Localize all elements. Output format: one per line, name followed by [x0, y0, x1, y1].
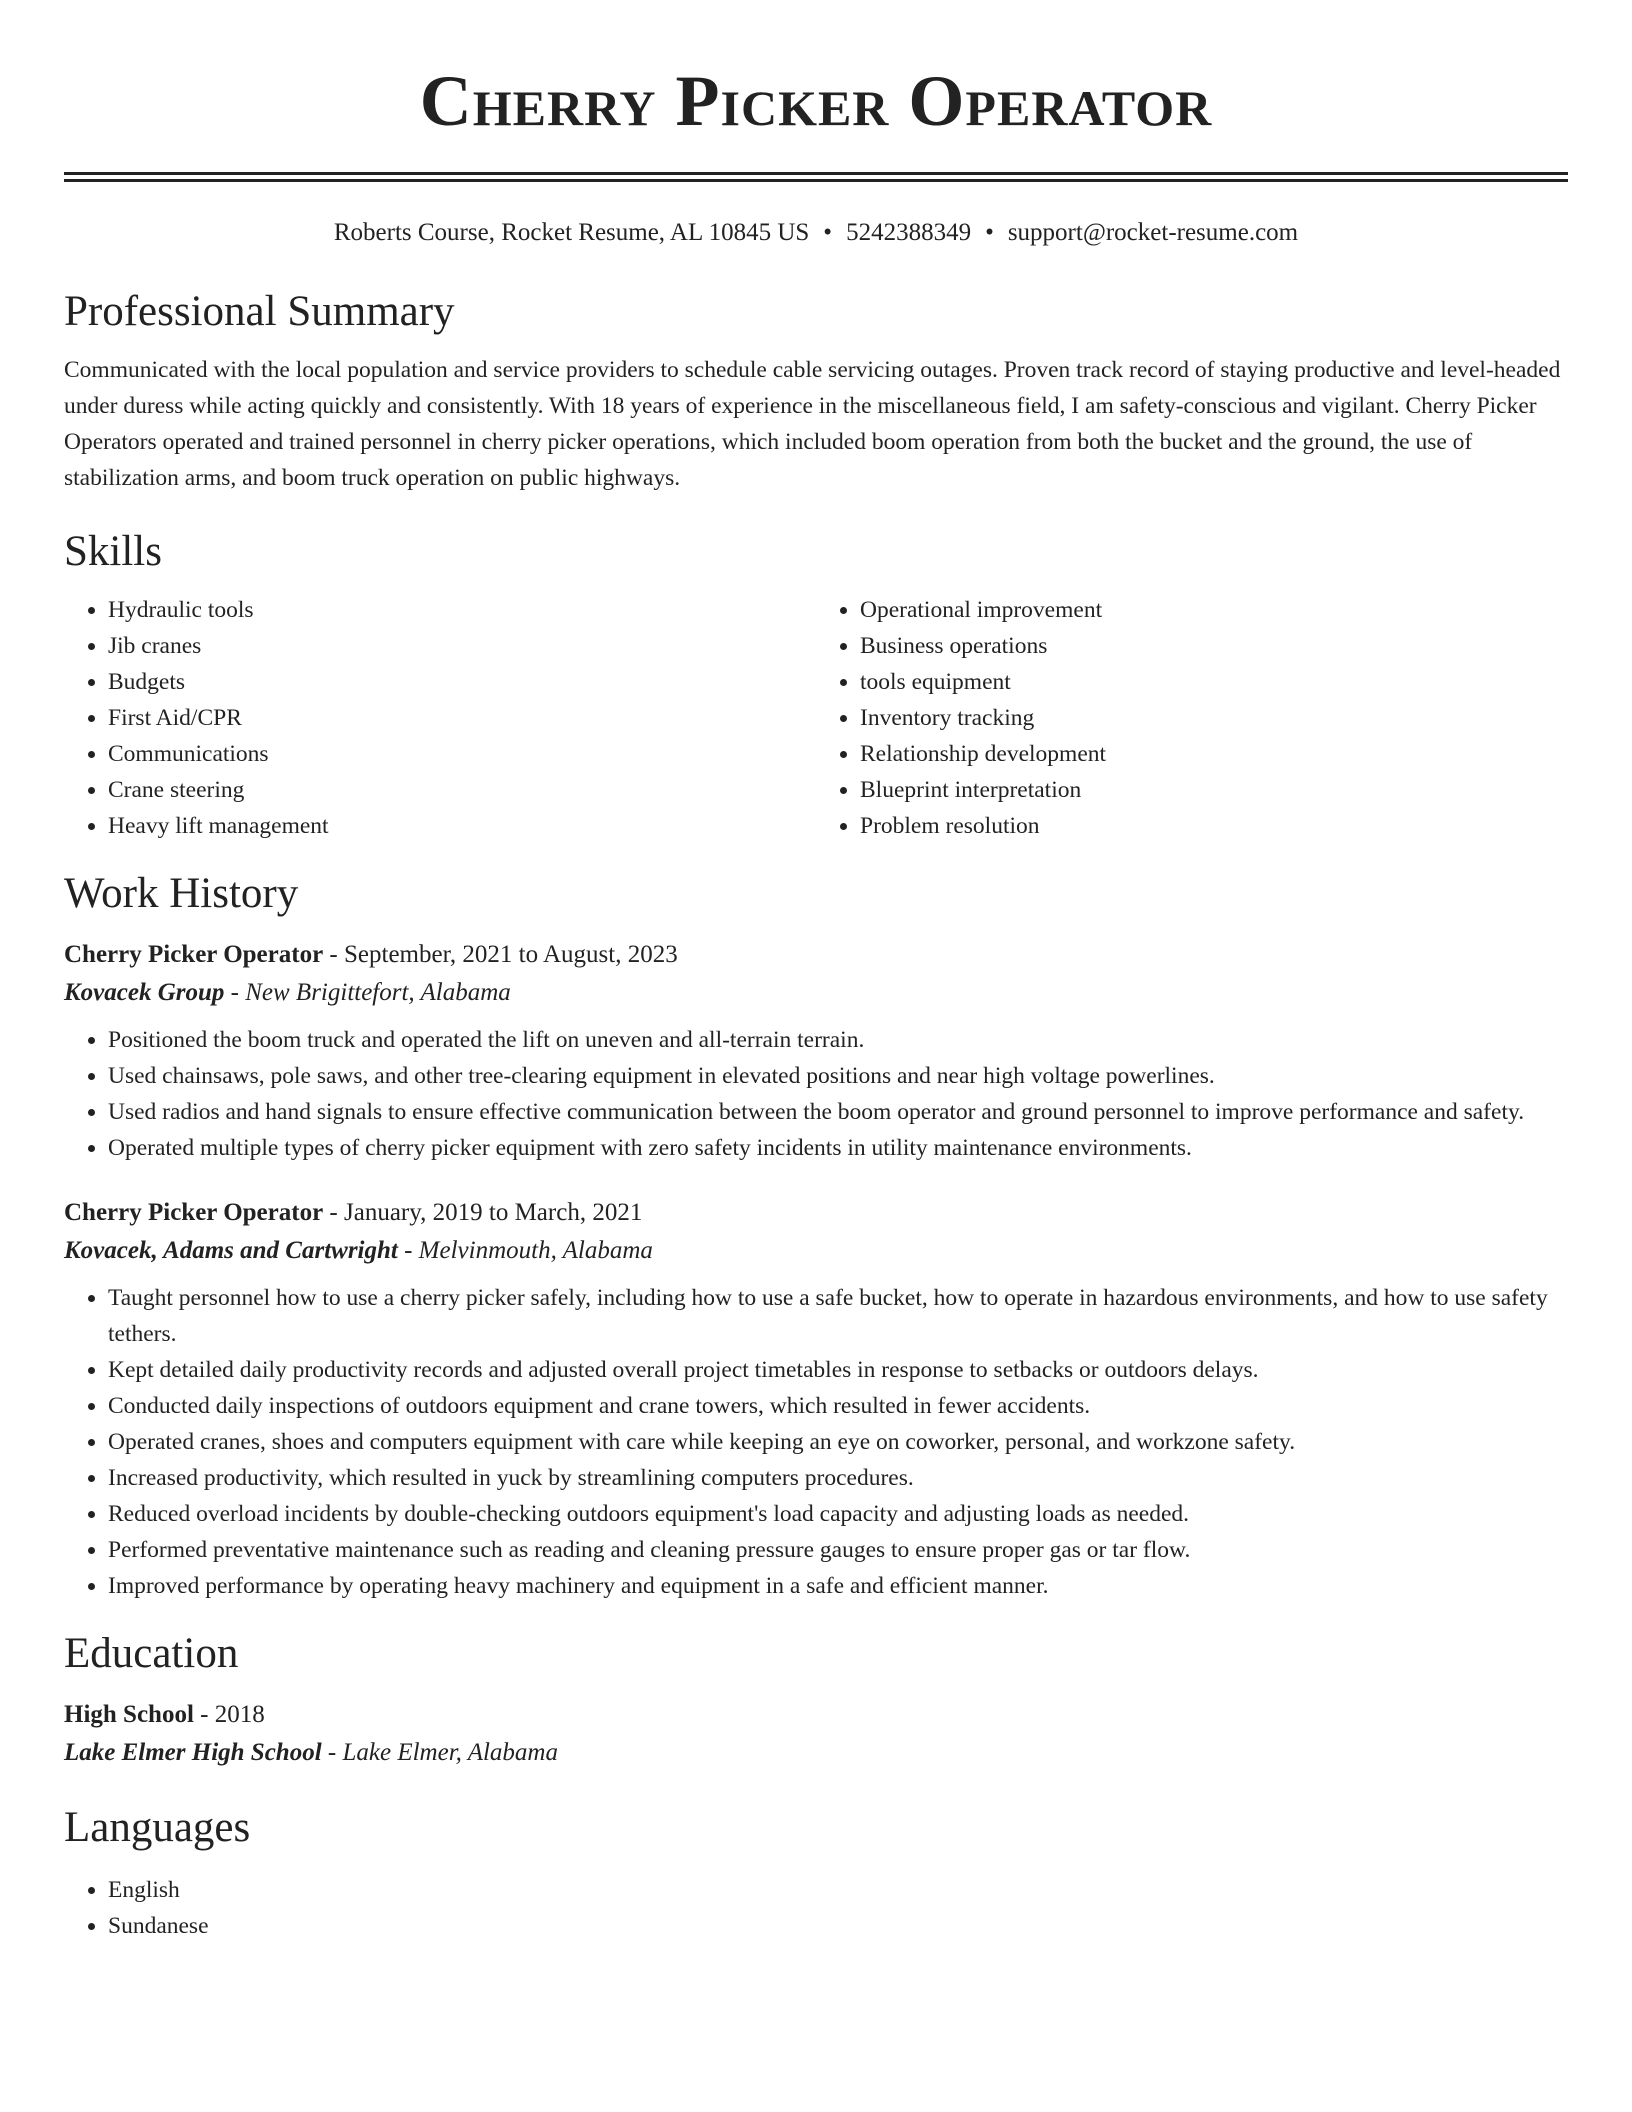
skill-item: • Blueprint interpretation: [860, 772, 1568, 808]
education-year: 2018: [214, 1701, 265, 1728]
skill-item: • Jib cranes: [108, 628, 816, 664]
education-heading: Education: [64, 1630, 239, 1677]
job-bullet: • Performed preventative maintenance such as reading and cleaning pressure gauges to ensure proper gas or tar flow.: [108, 1532, 1568, 1568]
skill-item: • Business operations: [860, 628, 1568, 664]
education-school-line: Lake Elmer High School - Lake Elmer, Alabama: [64, 1739, 558, 1766]
job-bullet: • Taught personnel how to use a cherry picker safely, including how to use a safe bucket, how to operate in hazardous environments, and how to use safety tethers.: [108, 1280, 1568, 1352]
contact-email: support@rocket-resume.com: [1007, 219, 1299, 246]
contact-address: Roberts Course, Rocket Resume, AL 10845 US: [333, 219, 810, 246]
job-bullets: [64, 1280, 1568, 1604]
skill-item: • Budgets: [108, 664, 816, 700]
job-title-line: Cherry Picker Operator - September, 2021 to August, 2023: [64, 941, 678, 968]
skill-item: • Problem resolution: [860, 808, 1568, 844]
job-title-line: Cherry Picker Operator - January, 2019 to March, 2021: [64, 1199, 643, 1226]
education-location: Lake Elmer, Alabama: [342, 1739, 558, 1766]
job-dates: January, 2019 to March, 2021: [344, 1199, 643, 1226]
job-location: Melvinmouth, Alabama: [418, 1237, 653, 1264]
education-degree: High School: [64, 1701, 194, 1728]
skill-item: • Relationship development: [860, 736, 1568, 772]
job-company-line: Kovacek Group - New Brigittefort, Alabama: [64, 979, 511, 1006]
skill-item: • Hydraulic tools: [108, 592, 816, 628]
contact-separator: •: [823, 219, 833, 246]
job-location: New Brigittefort, Alabama: [245, 979, 511, 1006]
skill-item: • Crane steering: [108, 772, 816, 808]
job-company-line: Kovacek, Adams and Cartwright - Melvinmouth, Alabama: [64, 1237, 653, 1264]
education-degree-line: High School - 2018: [64, 1701, 265, 1728]
skill-item: • Communications: [108, 736, 816, 772]
job-bullet: • Conducted daily inspections of outdoors equipment and crane towers, which resulted in fewer accidents.: [108, 1388, 1568, 1424]
job-dates: September, 2021 to August, 2023: [344, 941, 678, 968]
skills-heading: Skills: [64, 528, 162, 575]
job-bullet: • Operated multiple types of cherry picker equipment with zero safety incidents in utility maintenance environments.: [108, 1130, 1568, 1166]
job-bullet: • Operated cranes, shoes and computers equipment with care while keeping an eye on coworker, personal, and workzone safety.: [108, 1424, 1568, 1460]
header-divider: [64, 172, 1568, 182]
job-bullet: • Improved performance by operating heavy machinery and equipment in a safe and efficient manner.: [108, 1568, 1568, 1604]
job-company: Kovacek Group: [64, 979, 225, 1006]
skills-columns: [64, 592, 1568, 844]
skills-list-right: [816, 592, 1568, 844]
job-bullet: • Kept detailed daily productivity records and adjusted overall project timetables in response to setbacks or outdoors delays.: [108, 1352, 1568, 1388]
languages-list: [64, 1872, 1568, 1944]
job-entry: [64, 936, 1568, 1166]
summary-heading: Professional Summary: [64, 288, 455, 335]
job-entry: [64, 1194, 1568, 1604]
skill-item: • Inventory tracking: [860, 700, 1568, 736]
language-item: • Sundanese: [108, 1908, 1568, 1944]
summary-text: Communicated with the local population and service providers to schedule cable servicing outages. Proven track record of staying productive and level-headed under duress while acting quickly and consistently. With 18 years of experience in the miscellaneous field, I am safety-conscious and vigilant. Cherry Picker Operators operated and trained personnel in cherry picker operations, which included boom operation from both the bucket and the ground, the use of stabilization arms, and boom truck operation on public highways.: [64, 357, 1561, 491]
language-item: • English: [108, 1872, 1568, 1908]
skill-item: • tools equipment: [860, 664, 1568, 700]
work-history-heading: Work History: [64, 870, 299, 917]
contact-line: [64, 216, 1568, 250]
skills-list-left: [64, 592, 816, 844]
candidate-name: Cherry Picker Operator: [419, 61, 1213, 141]
job-bullet: • Used radios and hand signals to ensure effective communication between the boom operator and ground personnel to improve performance and safety.: [108, 1094, 1568, 1130]
job-bullet: • Reduced overload incidents by double-checking outdoors equipment's load capacity and adjusting loads as needed.: [108, 1496, 1568, 1532]
job-bullets: [64, 1022, 1568, 1166]
job-role: Cherry Picker Operator: [64, 1199, 324, 1226]
education-school: Lake Elmer High School: [64, 1739, 322, 1766]
skill-item: • First Aid/CPR: [108, 700, 816, 736]
contact-separator: •: [985, 219, 994, 246]
education-entry: [64, 1696, 1568, 1772]
skill-item: • Heavy lift management: [108, 808, 816, 844]
contact-phone: 5242388349: [846, 219, 972, 246]
languages-heading: Languages: [64, 1804, 251, 1851]
job-bullet: • Positioned the boom truck and operated the lift on uneven and all-terrain terrain.: [108, 1022, 1568, 1058]
job-company: Kovacek, Adams and Cartwright: [64, 1237, 398, 1264]
job-bullet: • Used chainsaws, pole saws, and other tree-clearing equipment in elevated positions and near high voltage powerlines.: [108, 1058, 1568, 1094]
skill-item: • Operational improvement: [860, 592, 1568, 628]
job-bullet: • Increased productivity, which resulted in yuck by streamlining computers procedures.: [108, 1460, 1568, 1496]
job-role: Cherry Picker Operator: [64, 941, 324, 968]
